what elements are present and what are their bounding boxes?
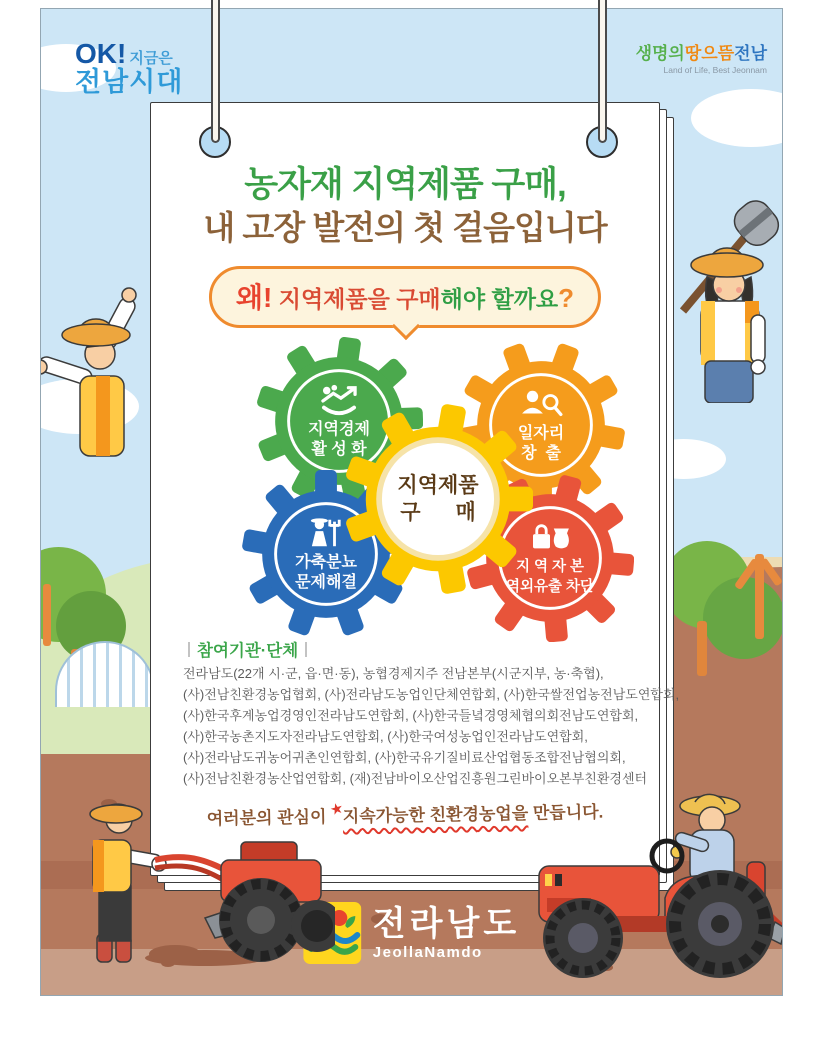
logo-jeonnam: 전남 (734, 44, 767, 63)
poster-title-line2: 내 고장 발전의 첫 걸음입니다 (203, 209, 607, 246)
logo-ttang: 땅 (684, 44, 702, 63)
participants-line: (사)전라남도귀농어귀촌인연합회, (사)한국유기질비료산업협동조합전남협의회, (183, 750, 626, 765)
hanging-string-left (211, 0, 220, 143)
gear-label: 문제해결 (295, 573, 357, 591)
logo-eutteum: 으뜸 (701, 44, 735, 63)
gear-label: 구 매 (400, 501, 476, 524)
bubble-tail (392, 312, 420, 340)
ok-jeonnam-logo (75, 39, 183, 97)
question-bubble (209, 266, 601, 328)
heading-bar (188, 642, 190, 657)
jeollanamdo-brand (303, 902, 520, 964)
tree (703, 577, 783, 659)
slogan-pre: 여러분의 관심이 (206, 807, 332, 829)
gear-label: 역외유출 차단 (505, 578, 595, 595)
capital-lock-icon (527, 520, 573, 554)
gear-label: 가축분뇨 (295, 553, 357, 571)
waving-farmer-illustration (40, 268, 150, 463)
gear-label: 지역경제 (308, 420, 370, 438)
land-of-life-logo (607, 45, 767, 75)
hanging-string-right (598, 0, 607, 143)
brand-korean: 전라남도 (372, 904, 521, 943)
slogan-underlined: 지속가능한 친환경농업을 (342, 803, 529, 827)
gear-label: 지역제품 (397, 474, 479, 497)
participants-heading-text: 참여기관·단체 (197, 642, 299, 660)
shovel-farmer-illustration (655, 193, 783, 403)
bare-tree (43, 584, 51, 646)
logo-ok-text: OK! (75, 38, 127, 69)
question-why: 왜! (235, 282, 273, 313)
slogan-post: 만듭니다. (527, 802, 604, 823)
question-green-text: 해야 할까요 (440, 286, 559, 312)
participants-line: (사)한국후계농업경영인전라남도연합회, (사)한국들녘경영체협의회전남도연합회, (183, 708, 639, 723)
question-mark: ? (558, 283, 575, 313)
gear-label: 일자리 (517, 424, 565, 442)
poster-title-line1: 농자재 지역제품 구매, (244, 165, 566, 204)
logo-jeonnamsidae-text: 전남시대 (75, 67, 184, 98)
participants-line: (사)한국농촌지도자전라남도연합회, (사)한국여성농업인전라남도연합회, (183, 729, 588, 744)
question-red-text: 지역제품을 구매 (272, 286, 441, 312)
heading-bar (305, 642, 307, 657)
tiller-farmer-illustration (55, 768, 335, 973)
logo-saengmyeong: 생명의 (635, 44, 685, 63)
participants-line: 전라남도(22개 시·군, 읍·면·동), 농협경제지주 전남본부(시군지부, 농·축협), (183, 666, 604, 681)
tractor-farmer-illustration (525, 778, 783, 984)
poster-sheet (150, 102, 680, 876)
gear-label: 창 출 (521, 444, 561, 462)
tree-trunk (697, 621, 707, 676)
brand-english: JeollaNamdo (372, 943, 483, 961)
logo-jigeum-text: 지금은 (129, 50, 173, 67)
star-doodle-icon: ★ (329, 799, 345, 818)
gear-label: 지 역 자 본 (515, 558, 585, 575)
participants-line: (사)전남친환경농산업연합회, (재)전남바이오산업진흥원그린바이오본부친환경센터 (183, 771, 648, 786)
gear-label: 활 성 화 (311, 440, 367, 458)
gear-local-product-purchase (343, 404, 533, 594)
participants-heading (181, 637, 314, 661)
cloud (691, 89, 783, 147)
logo-english-subtitle: Land of Life, Best Jeonnam (663, 64, 767, 75)
poster-title (151, 163, 659, 249)
scene-frame (40, 8, 783, 996)
participants-line: (사)전남친환경농업협회, (사)전라남도농업인단체연합회, (사)한국쌀전업농전남도연합회, (183, 687, 680, 702)
